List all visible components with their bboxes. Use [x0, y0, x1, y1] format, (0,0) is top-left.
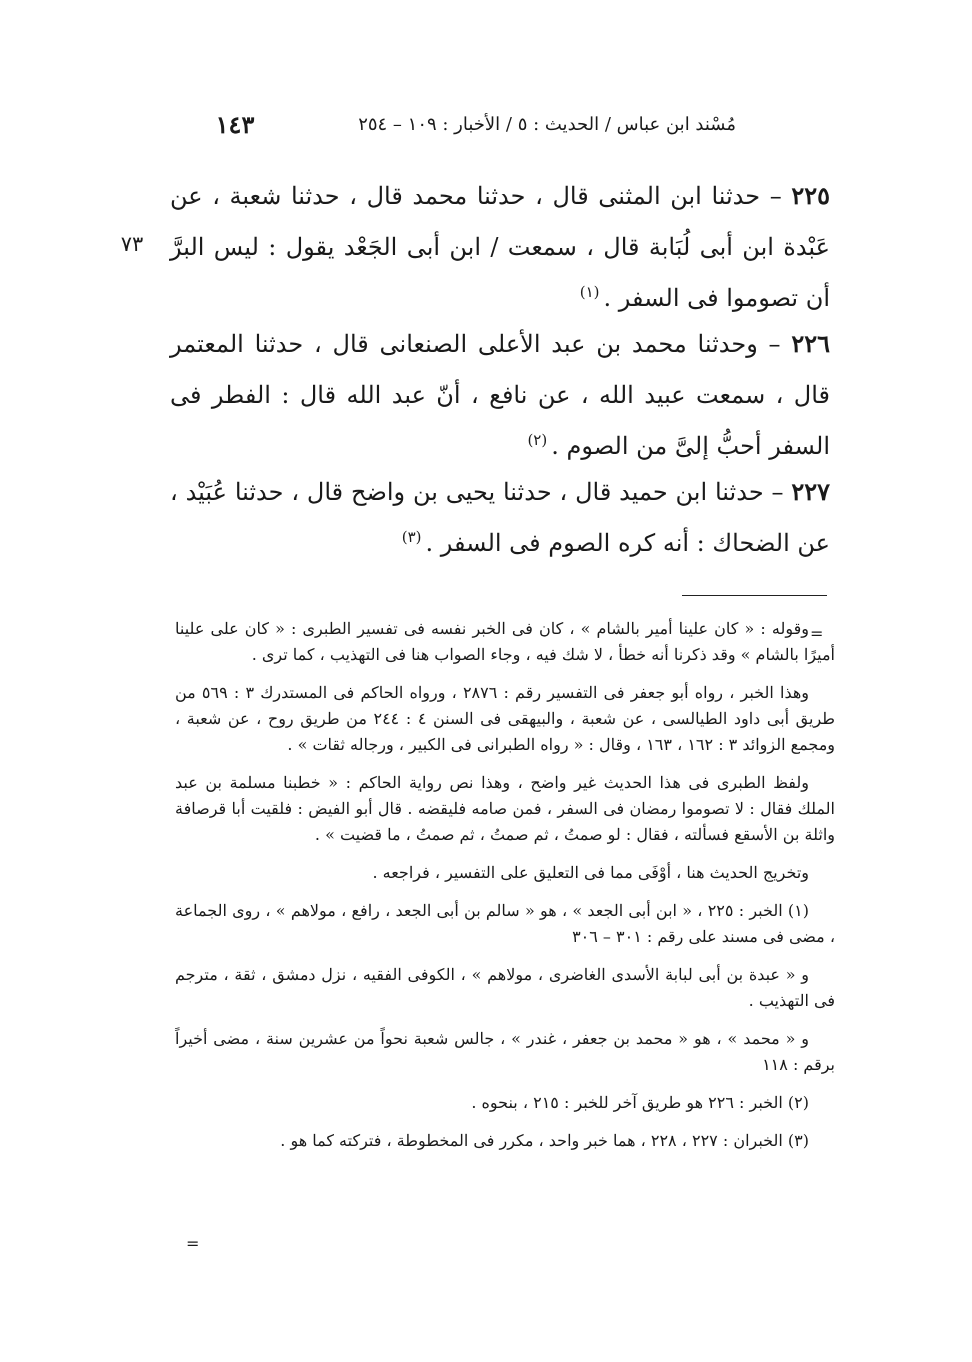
hadith-paragraph	[170, 170, 830, 324]
hadith-text: – وحدثنا محمد بن عبد الأعلى الصنعانى قال ، حدثنا المعتمر قال ، سمعت عبيد الله ، عن نافع ، أنّ عبد الله قال : الفطر فى السفر أحبُّ إلىَّ من الصوم .	[170, 330, 830, 460]
hadith-paragraph	[170, 466, 830, 569]
hadith-paragraph	[170, 318, 830, 472]
end-continuation-mark: =	[186, 1234, 200, 1253]
footnote-paragraph: (٢) الخبر : ٢٢٦ هو طريق آخر للخبر : ٢١٥ ، بنحوه .	[471, 1093, 809, 1112]
footnote-ref: (٢)	[527, 431, 548, 449]
footnote-ref: (٣)	[401, 528, 422, 546]
running-header: مُسْند ابن عباس / الحديث : ٥ / الأخبار : ١٠٩ – ٢٥٤	[358, 114, 736, 135]
page-number: ١٤٣	[215, 110, 255, 139]
continuation-mark: =	[810, 624, 824, 643]
footnote-separator	[682, 595, 827, 596]
hadith-text: – حدثنا ابن المثنى قال ، حدثنا محمد قال ، حدثنا شعبة ، عن عَبْدة ابن أبى لُبَابة قال ، سمعت / ابن أبى الجَعْد يقول : ليس البرَّ أن تصوموا فى السفر .	[170, 182, 830, 312]
footnote-paragraph: وتخريج الحديث هنا ، أوْفَى مما فى التعليق على التفسير ، فراجعه .	[372, 863, 809, 882]
footnote-paragraph: و « محمد » ، هو « محمد بن جعفر ، غندر » ، جالس شعبة نحواً من عشرين سنة ، مضى أخيراً برقم : ١١٨	[175, 1029, 835, 1074]
footnote-paragraph: و « عبدة بن أبى لبابة الأسدى الغاضرى ، مولاهم » ، الكوفى الفقيه ، نزل دمشق ، ثقة ، مترجم فى التهذيب .	[175, 965, 835, 1010]
hadith-number: ٢٢٦	[791, 329, 830, 358]
margin-reference-number: ٧٣	[120, 232, 144, 256]
footnotes	[175, 616, 835, 1166]
footnote-paragraph: (١) الخبر : ٢٢٥ ، « ابن أبى الجعد » ، هو « سالم بن أبى الجعد ، رافع ، مولاهم » ، روى الجماعة ، مضى فى مسند على رقم : ٣٠١ – ٣٠٦	[175, 901, 835, 946]
footnote-ref: (١)	[579, 283, 600, 301]
footnote-paragraph: وهذا الخبر ، رواه أبو جعفر فى التفسير رقم : ٢٨٧٦ ، ورواه الحاكم فى المستدرك ٣ : ٥٦٩ من طريق أبى داود الطيالسى ، عن شعبة ، والبيهقى فى السنن ٤ : ٢٤٤ من طريق روح ، عن شعبة ، ومجمع الزوائد ٣ : ١٦٢ ، ١٦٣ ، وقال : « رواه الطبرانى فى الكبير ، ورجاله ثقات » .	[175, 683, 836, 754]
hadith-number: ٢٢٧	[791, 477, 830, 506]
hadith-number: ٢٢٥	[791, 181, 830, 210]
footnote-paragraph: ولفظ الطبرى فى هذا الحديث غير واضح ، وهذا نص رواية الحاكم : « خطبنا مسلمة بن عبد الملك فقال : لا تصوموا رمضان فى السفر ، فمن صامه فليقضه . قال أبو الفيض : فلقيت أبا قرصافة واثلة بن الأسقع فسألته ، فقال : لو صمتُ ، ثم صمتُ ، ثم صمتُ ، ما قضيت » .	[175, 773, 835, 844]
footnote-paragraph: (٣) الخبران : ٢٢٧ ، ٢٢٨ ، هما خبر واحد ، مكرر فى المخطوطة ، فتركته كما هو .	[280, 1131, 809, 1150]
footnote-paragraph: وقوله : « كان علينا أمير بالشام » ، كان فى الخبر نفسه فى تفسير الطبرى : « كان على علينا أميرًا بالشام » وقد ذكرنا أنه خطأ ، لا شك فيه ، وجاء الصواب هنا فى التهذيب ، كما ترى .	[175, 619, 835, 664]
hadith-text: – حدثنا ابن حميد قال ، حدثنا يحيى بن واضح قال ، حدثنا عُبَيْد ، عن الضحاك : أنه كره الصوم فى السفر .	[170, 478, 830, 557]
